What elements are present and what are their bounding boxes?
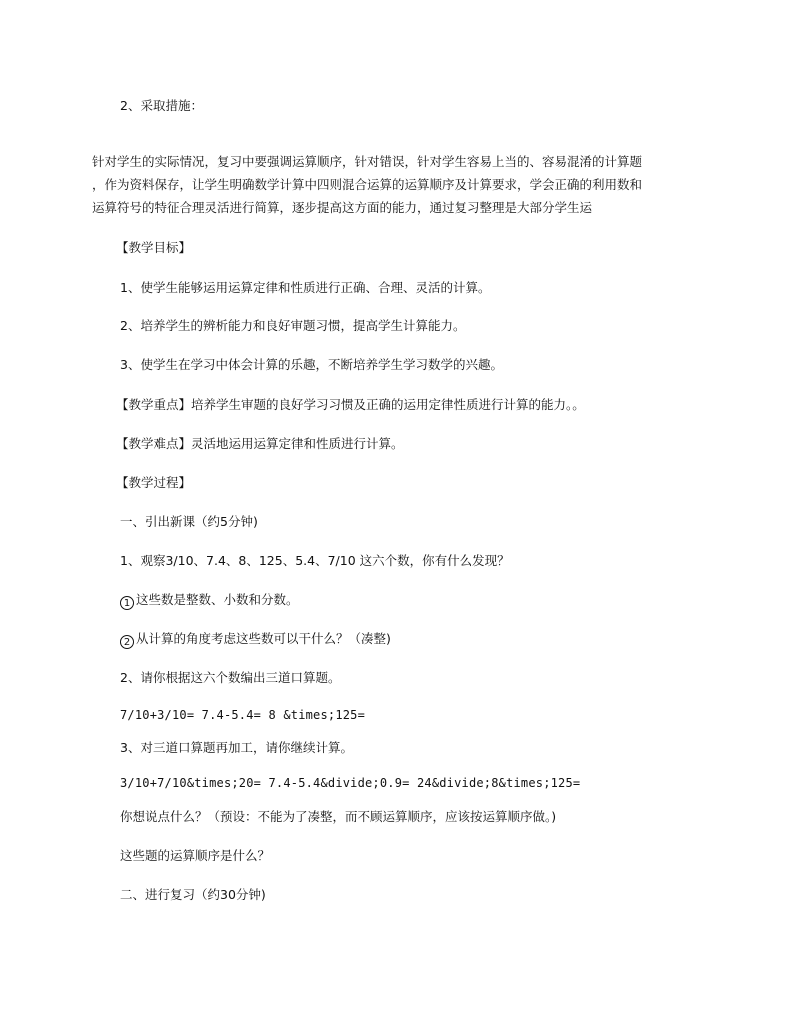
observation-2: [120, 630, 391, 649]
observation-1-text: 这些数是整数、小数和分数。: [136, 592, 299, 607]
key-point: 【教学重点】培养学生审题的良好学习习惯及正确的运用定律性质进行计算的能力。。: [116, 397, 585, 412]
difficult-point: 【教学难点】灵活地运用运算定律和性质进行计算。: [116, 436, 404, 451]
section-2-title: 二、进行复习（约30分钟): [120, 887, 266, 902]
step-1: 1、观察3/10、7.4、8、125、5.4、7/10 这六个数，你有什么发现？: [120, 553, 510, 568]
expression-line-1: 7/10+3/10= 7.4-5.4= 8 &times;125=: [120, 708, 366, 722]
step-2: 2、请你根据这六个数编出三道口算题。: [120, 670, 341, 685]
circled-number-2: 2: [120, 635, 134, 649]
intro-paragraph: [92, 150, 702, 219]
process-heading: 【教学过程】: [116, 475, 192, 490]
expression-line-2: 3/10+7/10&times;20= 7.4-5.4&divide;0.9= 24&divide;8&times;125=: [120, 776, 581, 790]
goal-item-1: 1、使学生能够运用运算定律和性质进行正确、合理、灵活的计算。: [120, 280, 491, 295]
section-1-title: 一、引出新课（约5分钟): [120, 514, 258, 529]
step-3: 3、对三道口算题再加工，请你继续计算。: [120, 740, 353, 755]
question-1: 你想说点什么？（预设：不能为了凑整，而不顾运算顺序，应该按运算顺序做。): [120, 809, 557, 824]
observation-1: [120, 591, 299, 610]
goal-item-2: 2、培养学生的辨析能力和良好审题习惯，提高学生计算能力。: [120, 318, 466, 333]
goals-heading: 【教学目标】: [116, 240, 192, 255]
observation-2-text: 从计算的角度考虑这些数可以干什么？（凑整): [136, 631, 391, 646]
question-2: 这些题的运算顺序是什么？: [120, 848, 271, 863]
intro-line-3: 运算符号的特征合理灵活进行简算，逐步提高这方面的能力，通过复习整理是大部分学生运: [92, 200, 593, 215]
intro-line-1: 针对学生的实际情况，复习中要强调运算顺序，针对错误，针对学生容易上当的、容易混淆的计算题: [92, 154, 643, 169]
intro-line-2: ，作为资料保存，让学生明确数学计算中四则混合运算的运算顺序及计算要求，学会正确的利用数和: [92, 177, 643, 192]
measures-heading: 2、采取措施：: [120, 98, 203, 113]
goal-item-3: 3、使学生在学习中体会计算的乐趣，不断培养学生学习数学的兴趣。: [120, 357, 503, 372]
circled-number-1: 1: [120, 596, 134, 610]
